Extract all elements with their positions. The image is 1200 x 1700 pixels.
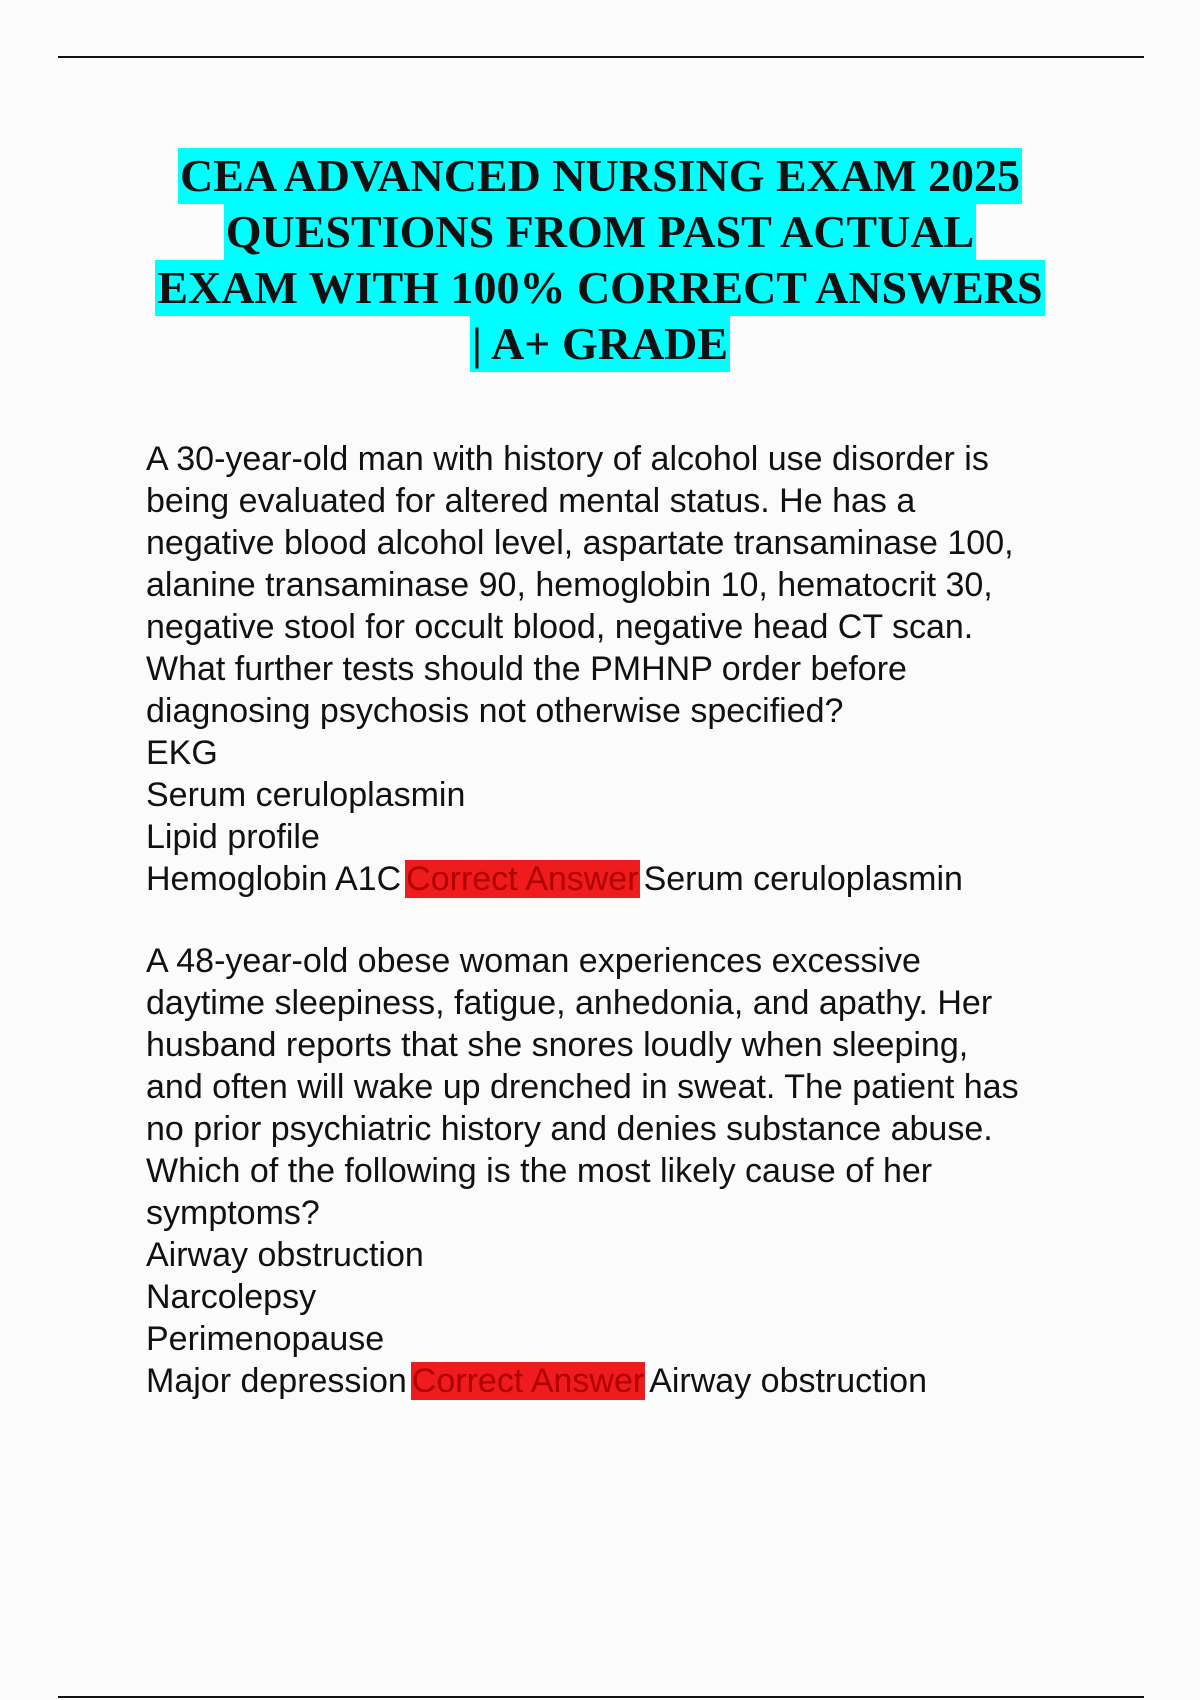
- question-2-option-2: Narcolepsy: [146, 1278, 317, 1316]
- question-1: [146, 438, 1106, 900]
- question-1-options: [146, 732, 1106, 900]
- correct-answer-label: Correct Answer: [411, 1362, 645, 1400]
- question-1-option-4: Hemoglobin A1C: [146, 860, 402, 898]
- correct-answer-label: Correct Answer: [406, 860, 639, 898]
- question-1-option-1: EKG: [146, 734, 218, 772]
- question-2: [146, 940, 1106, 1402]
- question-1-option-3: Lipid profile: [146, 818, 320, 856]
- question-2-options: [146, 1234, 1106, 1402]
- question-1-answer-line: [146, 858, 1106, 900]
- question-2-text: A 48-year-old obese woman experiences excessive daytime sleepiness, fatigue, anhedonia, and apathy. Her husband reports that she snores loudly when sleeping, and often will wake up drenched in sweat. The patient has no prior psychiatric history and denies substance abuse. Which of the following is the most likely cause of her symptoms?: [146, 942, 1019, 1232]
- question-2-option-1: Airway obstruction: [146, 1236, 424, 1274]
- question-2-answer: Airway obstruction: [649, 1362, 927, 1400]
- title-line-4: | A+ GRADE: [470, 316, 730, 372]
- top-divider: [58, 56, 1144, 58]
- document-title: [0, 148, 1200, 372]
- title-line-2: QUESTIONS FROM PAST ACTUAL: [224, 204, 977, 260]
- question-2-option-3: Perimenopause: [146, 1320, 385, 1358]
- question-1-option-2: Serum ceruloplasmin: [146, 776, 466, 814]
- question-2-option-4: Major depression: [146, 1362, 407, 1400]
- question-2-answer-line: [146, 1360, 1106, 1402]
- title-line-1: CEA ADVANCED NURSING EXAM 2025: [178, 148, 1022, 204]
- question-1-text: A 30-year-old man with history of alcohol use disorder is being evaluated for altered mental status. He has a negative blood alcohol level, aspartate transaminase 100, alanine transaminase 90, hemoglobin 10, hematocrit 30, negative stool for occult blood, negative head CT scan. What further tests should the PMHNP order before diagnosing psychosis not otherwise specified?: [146, 440, 1014, 730]
- title-line-3: EXAM WITH 100% CORRECT ANSWERS: [155, 260, 1044, 316]
- question-1-answer: Serum ceruloplasmin: [643, 860, 963, 898]
- bottom-divider: [58, 1696, 1144, 1698]
